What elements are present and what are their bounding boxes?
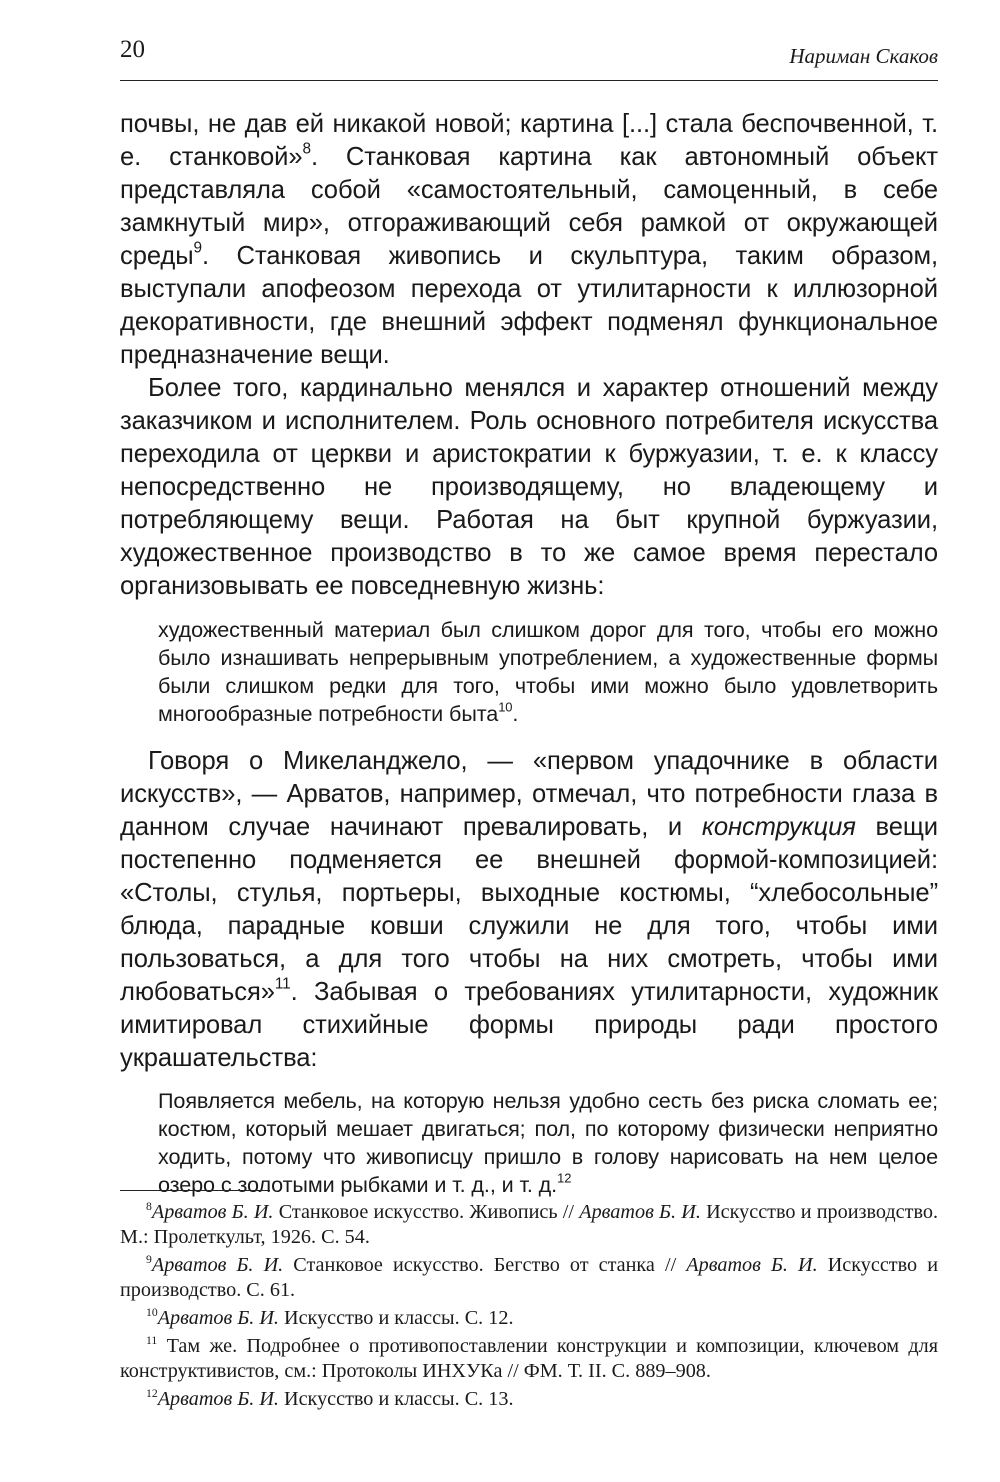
footnote-author: Арватов Б. И. [151, 1254, 284, 1276]
footnote-author: Арватов Б. И. [157, 1307, 279, 1329]
page-header [120, 36, 938, 81]
main-text [120, 108, 938, 1199]
footnote-ref-11: 11 [274, 975, 291, 993]
footnote-text: Искусство и производство. М.: Пролеткульт, 1926. С. 54. [120, 1201, 939, 1248]
running-head-author: Нариман Скаков [789, 44, 938, 68]
footnote-author: Арватов Б. И. [157, 1388, 279, 1410]
quote-text: Появляется мебель, на которую нельзя удобно сесть без риска сломать ее; костюм, который мешает двигаться; пол, по которому физически неприятно ходить, потому что живописцу пришло в голову нарисовать на нем целое озеро с золотыми рыбками и т. д., и т. д. [158, 1088, 938, 1197]
footnote-ref-9: 9 [193, 239, 202, 257]
paragraph-1 [120, 108, 938, 372]
quote-text: художественный материал был слишком дорог для того, чтобы его можно было изнашивать непрерывным употреблением, а художественные формы были слишком редки для того, чтобы ими можно было удовлетворить многообразные потребности быта [158, 617, 938, 726]
footnote-11 [120, 1334, 938, 1384]
footnote-separator [120, 1190, 270, 1191]
footnote-number: 12 [146, 1386, 158, 1400]
block-quote-2 [158, 1087, 938, 1199]
text-run: вещи постепенно подменяется ее внешней формой-композицией: «Столы, стулья, портьеры, выходные костюмы, “хлебосольные” блюда, парадные ковши служили не для того, чтобы ими пользоваться, а для того чтобы на них смотреть, чтобы ими любоваться» [120, 813, 938, 1006]
footnote-author: Арватов Б. И. [151, 1201, 274, 1223]
text-run: . Станковая живопись и скульптура, таким образом, выступали апофеозом перехода от утилитарности к иллюзорной декоративности, где внешний эффект подменял функциональное предназначение вещи. [120, 242, 938, 369]
footnote-ref-10: 10 [498, 699, 513, 715]
footnote-ref-12: 12 [557, 1170, 572, 1186]
page-number: 20 [120, 36, 145, 63]
block-quote-1 [158, 616, 938, 728]
footnote-author: Арватов Б. И. [579, 1201, 701, 1223]
footnote-text: Там же. Подробнее о противопоставлении конструкции и композиции, ключевом для конструктивистов, см.: Протоколы ИНХУКа // ФМ. Т. II. С. 889–908. [120, 1335, 938, 1382]
footnote-text: Искусство и классы. С. 13. [278, 1388, 514, 1410]
footnote-number: 9 [146, 1252, 152, 1266]
text-run: почвы, не дав ей никакой новой; картина [...] стала беспочвенной, т. е. станковой» [120, 110, 938, 171]
paragraph-2: Более того, кардинально менялся и характер отношений между заказчиком и исполнителем. Роль основного потребителя искусства переходила от церкви и аристократии к буржуазии, т. е. к классу непосредственно не производящему, но владеющему и потребляющему вещи. Работая на быт крупной буржуазии, художественное производство в то же самое время перестало организовывать ее повседневную жизнь: [120, 374, 938, 600]
footnote-ref-8: 8 [302, 140, 311, 158]
quote-end: . [512, 701, 519, 726]
footnote-8 [120, 1200, 938, 1250]
text-run: . Станковая картина как автономный объект представляла собой «самостоятельный, самоценный, в себе замкнутый мир», отгораживающий себя рамкой от окружающей среды [120, 143, 938, 270]
footnote-text: Станковое искусство. Живопись // [273, 1201, 580, 1223]
footnote-10 [120, 1306, 938, 1331]
footnote-text: Искусство и классы. С. 12. [278, 1307, 514, 1329]
footnote-text: Станковое искусство. Бегство от станка // [283, 1254, 687, 1276]
footnote-12 [120, 1387, 938, 1412]
text-run: Говоря о Микеланджело, — «первом упадочнике в области искусств», — Арватов, например, отмечал, что потребности глаза в данном случае начинают превалировать, и [120, 747, 938, 841]
footnote-number: 8 [146, 1199, 152, 1213]
footnote-text: Искусство и производство. С. 61. [120, 1254, 938, 1301]
text-run: . Забывая о требованиях утилитарности, художник имитировал стихийные формы природы ради простого украшательства: [120, 978, 938, 1072]
paragraph-3 [120, 745, 938, 1075]
emphasis-konstruktsiya: конструкция [701, 813, 856, 841]
footnote-number: 10 [146, 1305, 158, 1319]
footnotes [120, 1200, 938, 1415]
footnote-author: Арватов Б. И. [686, 1254, 818, 1276]
footnote-number: 11 [146, 1333, 158, 1347]
footnote-9 [120, 1253, 938, 1303]
